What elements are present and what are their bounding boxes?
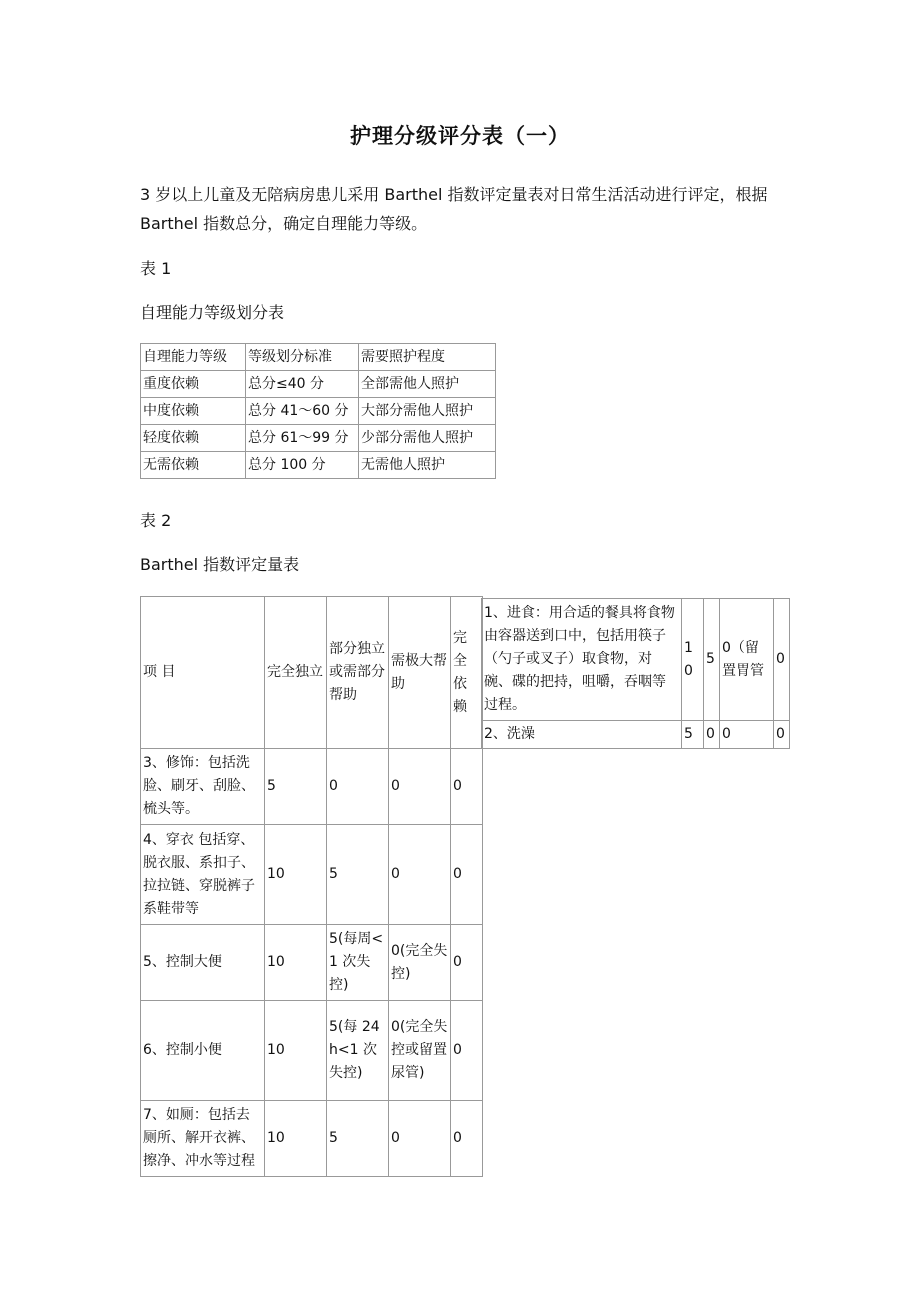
table-cell: 3、修饰：包括洗脸、刷牙、刮脸、梳头等。	[141, 749, 265, 825]
table-cell: 10	[265, 1101, 327, 1177]
table-header-row	[141, 344, 496, 371]
table-cell: 7、如厕：包括去厕所、解开衣裤、擦净、冲水等过程	[141, 1101, 265, 1177]
table-header-cell: 需极大帮助	[389, 597, 451, 749]
self-care-level-table	[140, 343, 496, 479]
table-header-row	[141, 597, 483, 749]
table-cell: 0	[774, 599, 790, 721]
table-cell: 10	[265, 1001, 327, 1101]
table-header-cell: 自理能力等级	[141, 344, 246, 371]
table-row	[141, 749, 483, 825]
table-cell: 5	[327, 825, 389, 925]
table-cell: 5	[682, 721, 704, 749]
table1-name: 自理能力等级划分表	[140, 303, 285, 322]
table-cell: 0	[720, 721, 774, 749]
table-cell: 5	[265, 749, 327, 825]
table-row	[482, 599, 790, 721]
table-cell: 轻度依赖	[141, 425, 246, 452]
table-cell: 全部需他人照护	[359, 371, 496, 398]
table-row	[141, 425, 496, 452]
table-row	[141, 1101, 483, 1177]
table-header-cell: 项 目	[141, 597, 265, 749]
table2-caption: 表 2	[140, 511, 172, 530]
table-cell: 0	[451, 1101, 483, 1177]
table-header-cell: 完全依赖	[451, 597, 483, 749]
table-cell: 10	[265, 825, 327, 925]
table-cell: 0	[389, 825, 451, 925]
table1-caption: 表 1	[140, 259, 172, 278]
table-cell: 0	[389, 1101, 451, 1177]
table-row	[141, 1001, 483, 1101]
table-cell: 重度依赖	[141, 371, 246, 398]
page-title: 护理分级评分表（一）	[350, 124, 570, 148]
table-cell: 大部分需他人照护	[359, 398, 496, 425]
table-cell: 5	[327, 1101, 389, 1177]
table-cell: 0	[451, 925, 483, 1001]
table-cell: 0	[774, 721, 790, 749]
table-header-cell: 需要照护程度	[359, 344, 496, 371]
table-header-cell: 等级划分标准	[246, 344, 359, 371]
table-cell: 4、穿衣 包括穿、脱衣服、系扣子、拉拉链、穿脱裤子系鞋带等	[141, 825, 265, 925]
table-cell: 0(完全失控)	[389, 925, 451, 1001]
table-cell: 无需依赖	[141, 452, 246, 479]
table-cell: 0	[451, 825, 483, 925]
table-cell: 少部分需他人照护	[359, 425, 496, 452]
table-header-cell: 完全独立	[265, 597, 327, 749]
table-cell: 0	[389, 749, 451, 825]
table-cell: 0（留置胃管	[720, 599, 774, 721]
table-header-cell: 部分独立或需部分帮助	[327, 597, 389, 749]
table-cell: 10	[682, 599, 704, 721]
table-cell: 6、控制小便	[141, 1001, 265, 1101]
table-cell: 0(完全失控或留置尿管)	[389, 1001, 451, 1101]
table-cell: 0	[704, 721, 720, 749]
table2-name: Barthel 指数评定量表	[140, 555, 300, 574]
table-row	[141, 825, 483, 925]
table-cell: 1、进食：用合适的餐具将食物由容器送到口中，包括用筷子（勺子或叉子）取食物，对碗、碟的把持，咀嚼，吞咽等过程。	[482, 599, 682, 721]
table-cell: 0	[327, 749, 389, 825]
intro-paragraph: 3 岁以上儿童及无陪病房患儿采用 Barthel 指数评定量表对日常生活活动进行评定，根据 Barthel 指数总分，确定自理能力等级。	[140, 185, 768, 233]
table-cell: 总分 41～60 分	[246, 398, 359, 425]
table-row	[482, 721, 790, 749]
table-row	[141, 371, 496, 398]
table-row	[141, 452, 496, 479]
barthel-index-table	[140, 596, 483, 1177]
table-cell: 5(每 24h<1 次失控)	[327, 1001, 389, 1101]
table-row	[141, 398, 496, 425]
table-cell: 0	[451, 1001, 483, 1101]
table-cell: 总分≤40 分	[246, 371, 359, 398]
table-cell: 10	[265, 925, 327, 1001]
table-cell: 2、洗澡	[482, 721, 682, 749]
table-row	[141, 925, 483, 1001]
table-cell: 5	[704, 599, 720, 721]
table-cell: 无需他人照护	[359, 452, 496, 479]
barthel-side-table	[481, 598, 790, 749]
table-cell: 0	[451, 749, 483, 825]
table-cell: 总分 61～99 分	[246, 425, 359, 452]
table-cell: 5(每周<1 次失控)	[327, 925, 389, 1001]
table-cell: 5、控制大便	[141, 925, 265, 1001]
table-cell: 中度依赖	[141, 398, 246, 425]
table-cell: 总分 100 分	[246, 452, 359, 479]
